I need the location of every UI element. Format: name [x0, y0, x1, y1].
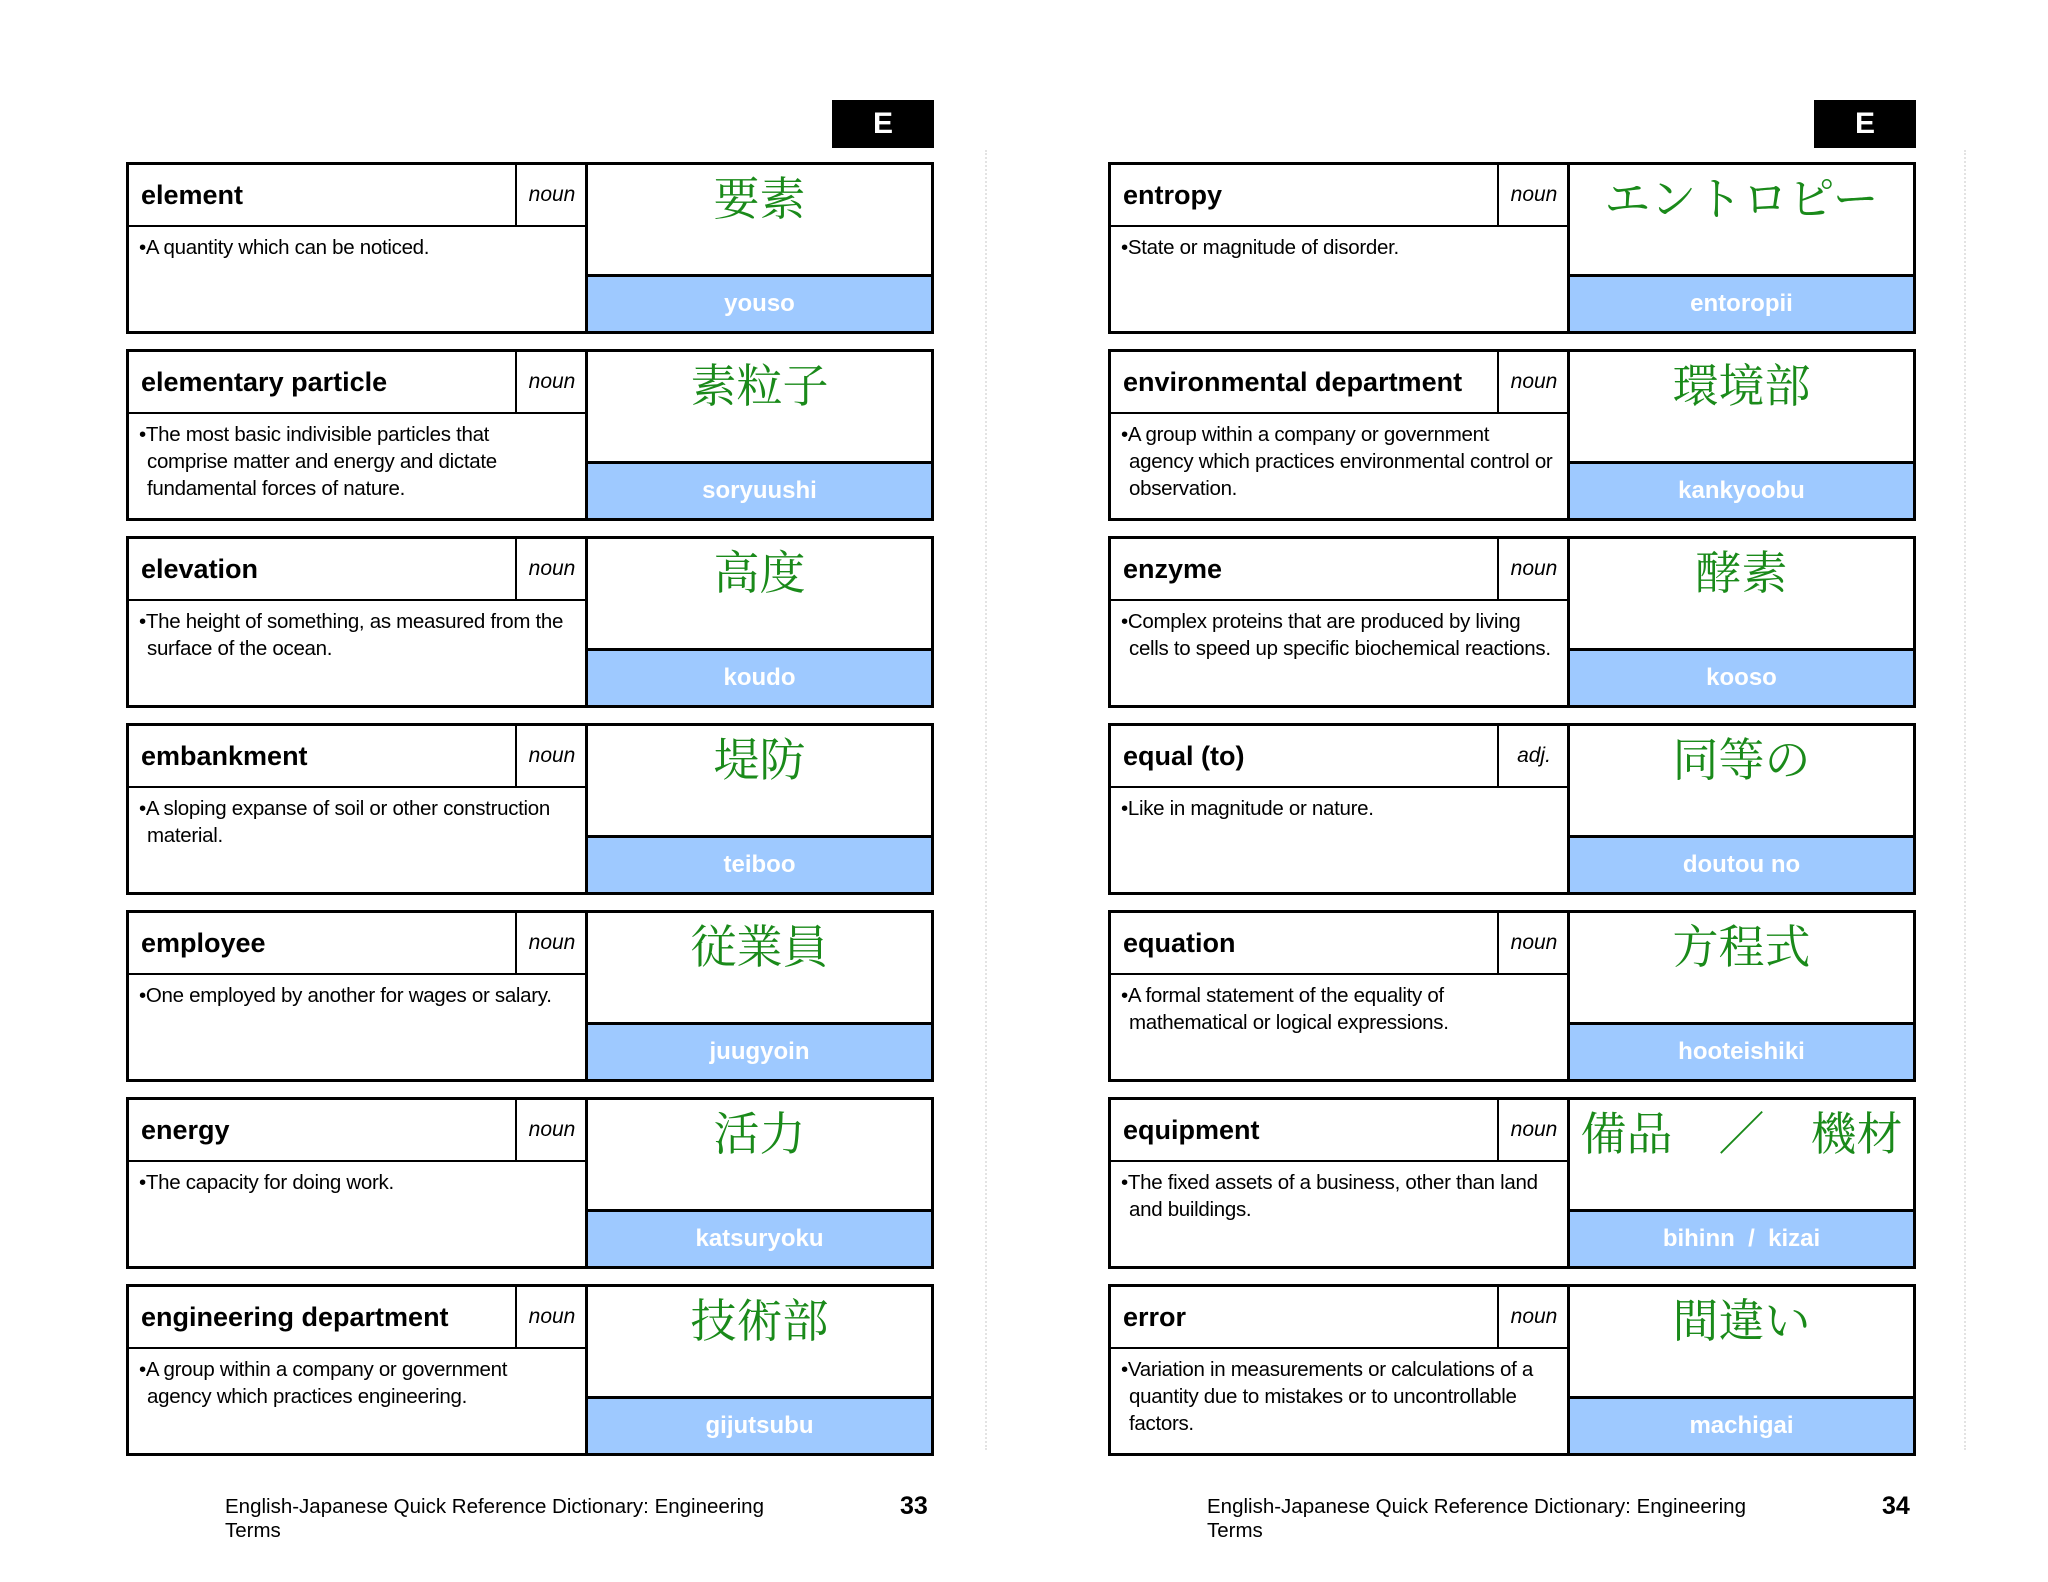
entry-translation [1567, 539, 1913, 705]
entry-term: elevation [129, 539, 517, 601]
entry-japanese: 高度 [588, 539, 931, 651]
dictionary-entry [126, 162, 934, 334]
entry-term: entropy [1111, 165, 1499, 227]
entry-translation [585, 913, 931, 1079]
entry-definition: •A sloping expanse of soil or other construction material. [139, 797, 550, 847]
entry-part-of-speech: noun [517, 165, 587, 227]
entry-term: employee [129, 913, 517, 975]
entry-term: equipment [1111, 1100, 1499, 1162]
entry-japanese: 素粒子 [588, 352, 931, 464]
dictionary-entry [126, 723, 934, 895]
dictionary-entry [126, 1097, 934, 1269]
entry-definition: •A group within a company or government agency which practices environmental control or observation. [1121, 423, 1553, 500]
entry-romaji: teiboo [588, 838, 931, 892]
entry-romaji: machigai [1570, 1399, 1913, 1453]
entry-term: engineering department [129, 1287, 517, 1349]
entry-translation [585, 352, 931, 518]
entry-romaji: doutou no [1570, 838, 1913, 892]
entry-translation [1567, 726, 1913, 892]
entry-definition: •The fixed assets of a business, other than land and buildings. [1121, 1171, 1538, 1221]
entry-japanese: 技術部 [588, 1287, 931, 1399]
section-tab: E [1814, 100, 1916, 148]
entry-part-of-speech: noun [517, 539, 587, 601]
entry-part-of-speech: noun [1499, 352, 1569, 414]
page-number: 34 [1882, 1492, 1910, 1520]
dictionary-entry [126, 349, 934, 521]
entry-part-of-speech: noun [1499, 539, 1569, 601]
entry-term: energy [129, 1100, 517, 1162]
entry-romaji: bihinn / kizai [1570, 1212, 1913, 1266]
entry-japanese: 方程式 [1570, 913, 1913, 1025]
entry-translation [1567, 1100, 1913, 1266]
entry-romaji: koudo [588, 651, 931, 705]
entry-japanese: 環境部 [1570, 352, 1913, 464]
entry-part-of-speech: noun [1499, 1287, 1569, 1349]
page-right [1102, 0, 2048, 1582]
entry-romaji: gijutsubu [588, 1399, 931, 1453]
entry-term: embankment [129, 726, 517, 788]
entry-term: enzyme [1111, 539, 1499, 601]
entry-japanese: 従業員 [588, 913, 931, 1025]
entry-part-of-speech: noun [1499, 913, 1569, 975]
entry-romaji: juugyoin [588, 1025, 931, 1079]
page-divider [985, 150, 987, 1450]
dictionary-entry [1108, 1097, 1916, 1269]
entry-part-of-speech: noun [517, 726, 587, 788]
entry-japanese: エントロピー [1570, 165, 1913, 277]
entry-term: error [1111, 1287, 1499, 1349]
dictionary-entry [1108, 536, 1916, 708]
entry-translation [585, 1100, 931, 1266]
entry-romaji: entoropii [1570, 277, 1913, 331]
entry-term: environmental department [1111, 352, 1499, 414]
entry-translation [585, 539, 931, 705]
footer-title: English-Japanese Quick Reference Dictionary: Engineering Terms [1207, 1495, 1746, 1542]
entry-translation [1567, 352, 1913, 518]
entry-part-of-speech: adj. [1499, 726, 1569, 788]
entry-part-of-speech: noun [1499, 165, 1569, 227]
entry-part-of-speech: noun [1499, 1100, 1569, 1162]
entry-definition: •The height of something, as measured from the surface of the ocean. [139, 610, 564, 660]
entry-japanese: 間違い [1570, 1287, 1913, 1399]
entry-japanese: 酵素 [1570, 539, 1913, 651]
entry-definition: •A formal statement of the equality of mathematical or logical expressions. [1121, 984, 1449, 1034]
entry-definition: •A quantity which can be noticed. [139, 236, 430, 259]
entry-definition: •One employed by another for wages or salary. [139, 984, 552, 1007]
entry-term: equation [1111, 913, 1499, 975]
dictionary-entry [1108, 1284, 1916, 1456]
entry-romaji: hooteishiki [1570, 1025, 1913, 1079]
dictionary-entry [1108, 723, 1916, 895]
dictionary-entry [126, 1284, 934, 1456]
entry-japanese: 備品 ／ 機材 [1570, 1100, 1913, 1212]
entry-romaji: katsuryoku [588, 1212, 931, 1266]
section-tab: E [832, 100, 934, 148]
page-number: 33 [900, 1492, 928, 1520]
entry-definition: •Complex proteins that are produced by living cells to speed up specific biochemical reactions. [1121, 610, 1551, 660]
entry-translation [585, 726, 931, 892]
entry-romaji: soryuushi [588, 464, 931, 518]
entry-term: element [129, 165, 517, 227]
dictionary-entry [126, 910, 934, 1082]
entry-definition: •Variation in measurements or calculations of a quantity due to mistakes or to uncontrollable factors. [1121, 1358, 1534, 1435]
entry-romaji: youso [588, 277, 931, 331]
entry-part-of-speech: noun [517, 913, 587, 975]
dictionary-entry [1108, 162, 1916, 334]
entry-term: equal (to) [1111, 726, 1499, 788]
entry-definition: •Like in magnitude or nature. [1121, 797, 1374, 820]
entry-term: elementary particle [129, 352, 517, 414]
entry-japanese: 堤防 [588, 726, 931, 838]
entry-translation [585, 1287, 931, 1453]
entry-translation [1567, 913, 1913, 1079]
page-left [120, 0, 1120, 1582]
entry-translation [1567, 165, 1913, 331]
footer-title: English-Japanese Quick Reference Dictionary: Engineering Terms [225, 1495, 764, 1542]
entry-japanese: 同等の [1570, 726, 1913, 838]
entry-part-of-speech: noun [517, 352, 587, 414]
entry-definition: •The most basic indivisible particles that comprise matter and energy and dictate fundamental forces of nature. [139, 423, 497, 500]
dictionary-entry [1108, 349, 1916, 521]
entry-translation [585, 165, 931, 331]
entry-part-of-speech: noun [517, 1287, 587, 1349]
entry-romaji: kooso [1570, 651, 1913, 705]
entry-japanese: 要素 [588, 165, 931, 277]
entry-japanese: 活力 [588, 1100, 931, 1212]
entry-part-of-speech: noun [517, 1100, 587, 1162]
dictionary-entry [1108, 910, 1916, 1082]
entry-definition: •State or magnitude of disorder. [1121, 236, 1399, 259]
entry-translation [1567, 1287, 1913, 1453]
entry-definition: •A group within a company or government agency which practices engineering. [139, 1358, 508, 1408]
entry-romaji: kankyoobu [1570, 464, 1913, 518]
dictionary-entry [126, 536, 934, 708]
entry-definition: •The capacity for doing work. [139, 1171, 394, 1194]
page-edge-dots [1964, 150, 1966, 1450]
